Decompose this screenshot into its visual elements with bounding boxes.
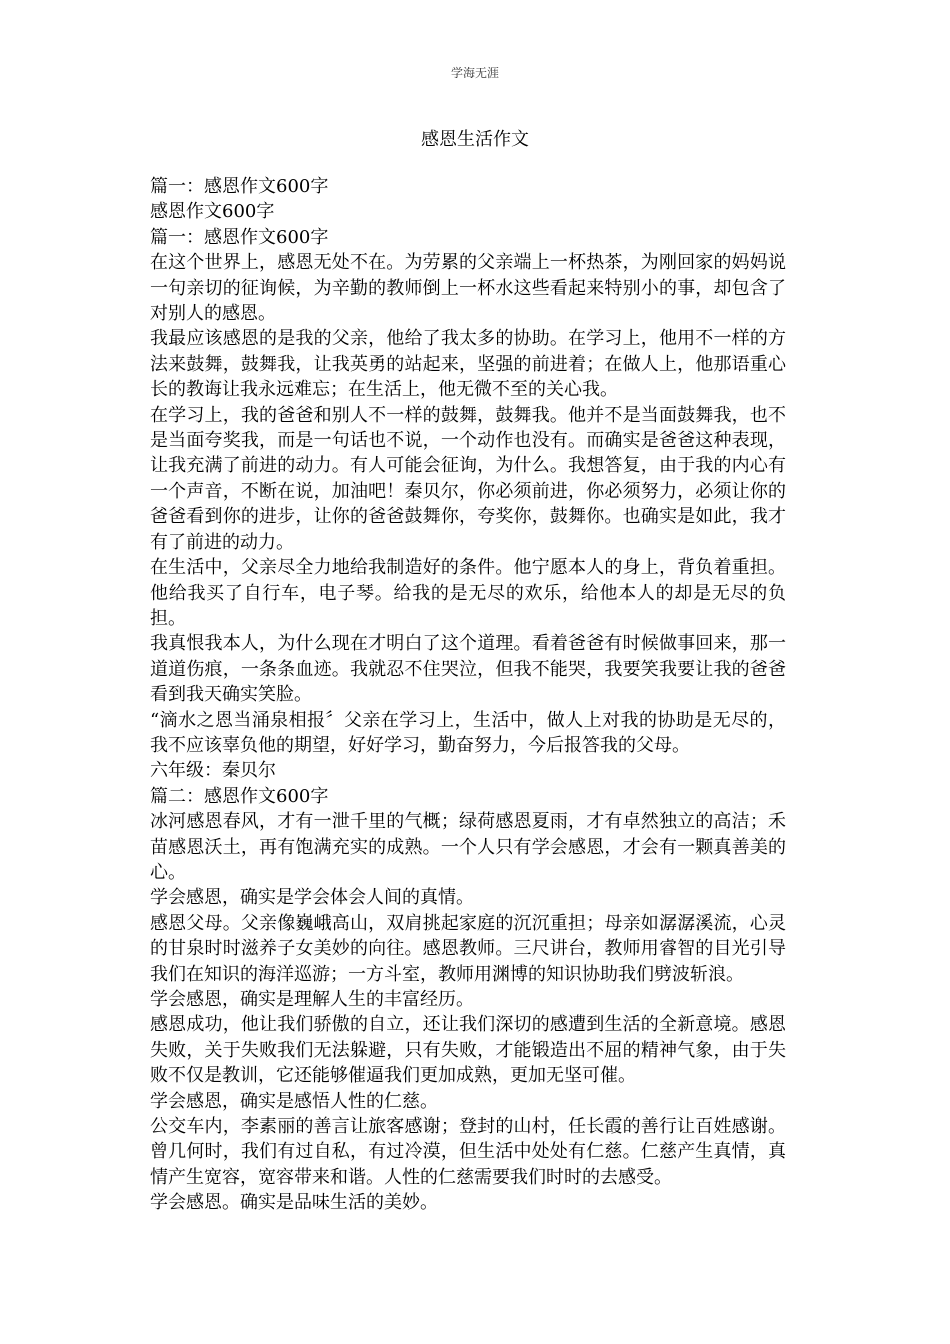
document-body: [150, 174, 786, 1216]
paragraph: 篇一：感恩作文600字: [150, 226, 329, 248]
document-title: 感恩生活作文: [421, 129, 529, 150]
paragraph: 篇一：感恩作文600字: [150, 176, 329, 197]
paragraph: 冰河感恩春风，才有一泄千里的气概；绿荷感恩夏雨，才有卓然独立的高洁；禾苗感恩沃土，再有饱满充实的成熟。一个人只有学会感恩，才会有一颗真善美的心。: [150, 811, 786, 883]
paragraph: 六年级：秦贝尔: [150, 760, 276, 782]
paragraph: 在学习上，我的爸爸和别人不一样的鼓舞，鼓舞我。他并不是当面鼓舞我，也不是当面夸奖我，而是一句话也不说，一个动作也没有。而确实是爸爸这种表现，让我充满了前进的动力。有人可能会征询，为什么。我想答复，由于我的内心有一个声音，不断在说，加油吧！秦贝尔，你必须前进，你必须努力，必须让你的爸爸看到你的进步，让你的爸爸鼓舞你，夸奖你，鼓舞你。也确实是如此，我才有了前进的动力。: [150, 404, 786, 553]
paragraph: 在生活中，父亲尽全力地给我制造好的条件。他宁愿本人的身上，背负着重担。他给我买了自行车，电子琴。给我的是无尽的欢乐，给他本人的却是无尽的负担。: [150, 557, 786, 629]
paragraph: 学会感恩，确实是感悟人性的仁慈。: [150, 1090, 438, 1112]
paragraph: 我最应该感恩的是我的父亲，他给了我太多的协助。在学习上，他用不一样的方法来鼓舞，鼓舞我，让我英勇的站起来，坚强的前进着；在做人上，他那语重心长的教诲让我永远难忘；在生活上，他无微不至的关心我。: [150, 328, 786, 401]
paragraph: 感恩成功，他让我们骄傲的自立，还让我们深切的感遭到生活的全新意境。感恩失败，关于失败我们无法躲避，只有失败，才能锻造出不屈的精神气象，由于失败不仅是教训，它还能够催逼我们更加成熟，更加无坚可催。: [150, 1014, 786, 1087]
paragraph: 在这个世界上，感恩无处不在。为劳累的父亲端上一杯热茶，为刚回家的妈妈说一句亲切的征询候，为辛勤的教师倒上一杯水这些看起来特别小的事，却包含了对别人的感恩。: [150, 252, 786, 325]
paragraph: 学会感恩。确实是品味生活的美妙。: [150, 1192, 438, 1214]
paragraph: 感恩父母。父亲像巍峨高山，双肩挑起家庭的沉沉重担；母亲如潺潺溪流，心灵的甘泉时时滋养子女美妙的向往。感恩教师。三尺讲台，教师用睿智的目光引导我们在知识的海洋巡游；一方斗室，教师用渊博的知识协助我们劈波斩浪。: [150, 912, 786, 985]
paragraph: 篇二：感恩作文600字: [150, 785, 329, 807]
paragraph: 学会感恩，确实是学会体会人间的真情。: [150, 887, 474, 909]
paragraph: 公交车内，李素丽的善言让旅客感谢；登封的山村，任长霞的善行让百姓感谢。曾几何时，我们有过自私，有过冷漠，但生活中处处有仁慈。仁慈产生真情，真情产生宽容，宽容带来和谐。人性的仁慈需要我们时时的去感受。: [150, 1116, 786, 1188]
paragraph: 我真恨我本人，为什么现在才明白了这个道理。看着爸爸有时候做事回来，那一道道伤痕，一条条血迹。我就忍不住哭泣，但我不能哭，我要笑我要让我的爸爸看到我天确实笑脸。: [150, 633, 786, 706]
paragraph: 学会感恩，确实是理解人生的丰富经历。: [150, 989, 474, 1010]
page-header: 学海无涯: [450, 66, 499, 80]
paragraph: 感恩作文600字: [150, 201, 275, 223]
paragraph: “滴水之恩当涌泉相报〞父亲在学习上，生活中，做人上对我的协助是无尽的，我不应该辜负他的期望，好好学习，勤奋努力，今后报答我的父母。: [150, 709, 786, 756]
